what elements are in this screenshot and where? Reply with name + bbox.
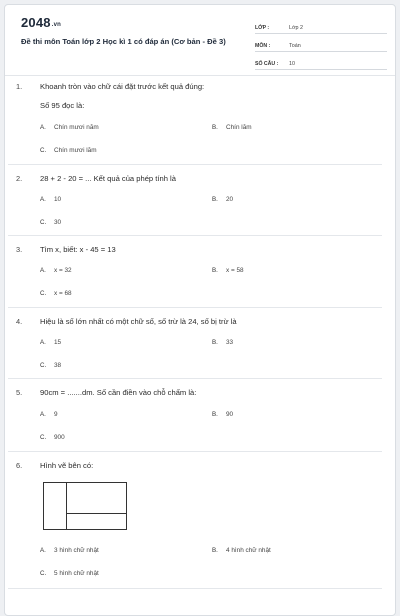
divider — [8, 235, 382, 236]
meta-subject — [255, 37, 387, 52]
option-a[interactable] — [40, 196, 61, 203]
option-letter: B. — [212, 124, 218, 131]
option-value: 900 — [54, 434, 65, 441]
option-c[interactable] — [40, 362, 61, 369]
question-subtext: Số 95 đọc là: — [40, 101, 85, 110]
meta-label: MÔN : — [255, 43, 271, 49]
exam-header — [5, 5, 395, 76]
option-value: x = 68 — [54, 290, 72, 297]
option-value: 15 — [54, 339, 62, 346]
option-letter: C. — [40, 219, 47, 226]
option-letter: C. — [40, 362, 47, 369]
logo-suffix: .vn — [51, 22, 62, 28]
option-c[interactable] — [40, 219, 61, 226]
meta-count — [255, 55, 387, 70]
option-letter: B. — [212, 411, 218, 418]
question-number: 5. — [16, 388, 23, 397]
option-value: 4 hình chữ nhật — [226, 547, 271, 554]
meta-value: 10 — [289, 61, 295, 67]
option-a[interactable] — [40, 267, 72, 274]
option-letter: A. — [40, 124, 46, 131]
option-a[interactable] — [40, 547, 99, 554]
option-value: Chín mươi lăm — [54, 147, 97, 154]
exam-meta — [255, 19, 387, 73]
meta-value: Toán — [289, 43, 301, 49]
option-value: 20 — [226, 196, 234, 203]
option-a[interactable] — [40, 124, 99, 131]
divider — [8, 378, 382, 379]
option-b[interactable] — [212, 547, 271, 554]
option-letter: C. — [40, 147, 47, 154]
option-value: 5 hình chữ nhật — [54, 570, 99, 577]
option-letter: C. — [40, 570, 47, 577]
option-value: 3 hình chữ nhật — [54, 547, 99, 554]
rectangle-figure — [43, 482, 127, 530]
option-letter: A. — [40, 196, 46, 203]
option-letter: B. — [212, 339, 218, 346]
option-letter: A. — [40, 267, 46, 274]
option-value: x = 58 — [226, 267, 244, 274]
option-value: 90 — [226, 411, 234, 418]
option-letter: B. — [212, 267, 218, 274]
option-c[interactable] — [40, 147, 97, 154]
question-number: 6. — [16, 461, 23, 470]
option-letter: A. — [40, 547, 46, 554]
option-value: 10 — [54, 196, 62, 203]
question-text: 90cm = .......dm. Số cần điền vào chỗ chấm là: — [40, 388, 197, 397]
option-a[interactable] — [40, 411, 58, 418]
question-number: 4. — [16, 317, 23, 326]
option-value: 38 — [54, 362, 62, 369]
option-value: x = 32 — [54, 267, 72, 274]
option-b[interactable] — [212, 339, 233, 346]
option-b[interactable] — [212, 267, 244, 274]
meta-value: Lớp 2 — [289, 25, 304, 31]
divider — [8, 588, 382, 589]
figure-horizontal-line — [66, 513, 126, 514]
meta-label: SỐ CÂU : — [255, 61, 279, 67]
option-letter: A. — [40, 411, 46, 418]
option-letter: B. — [212, 547, 218, 554]
option-b[interactable] — [212, 124, 252, 131]
figure-vertical-line — [66, 483, 67, 529]
page-title: Đề thi môn Toán lớp 2 Học kì 1 có đáp án (Cơ bản - Đề 3) — [21, 37, 226, 46]
question-text: Khoanh tròn vào chữ cái đặt trước kết quả đúng: — [40, 82, 205, 91]
option-c[interactable] — [40, 290, 72, 297]
option-value: Chín mươi năm — [54, 124, 99, 131]
meta-label: LỚP : — [255, 25, 270, 31]
option-letter: B. — [212, 196, 218, 203]
divider — [8, 307, 382, 308]
meta-class — [255, 19, 387, 34]
option-letter: A. — [40, 339, 46, 346]
question-number: 3. — [16, 245, 23, 254]
option-value: Chín lăm — [226, 124, 252, 131]
option-value: 9 — [54, 411, 58, 418]
question-text: Tìm x, biết: x - 45 = 13 — [40, 245, 116, 254]
logo-text: 2048 — [21, 15, 51, 30]
option-letter: C. — [40, 290, 47, 297]
option-a[interactable] — [40, 339, 61, 346]
divider — [8, 164, 382, 165]
option-b[interactable] — [212, 411, 233, 418]
option-value: 33 — [226, 339, 234, 346]
option-c[interactable] — [40, 434, 65, 441]
divider — [8, 451, 382, 452]
question-number: 1. — [16, 82, 23, 91]
question-text: Hình vẽ bên có: — [40, 461, 94, 470]
option-letter: C. — [40, 434, 47, 441]
option-value: 30 — [54, 219, 62, 226]
site-logo[interactable] — [21, 15, 61, 30]
option-b[interactable] — [212, 196, 233, 203]
option-c[interactable] — [40, 570, 99, 577]
question-text: 28 + 2 - 20 = ... Kết quả của phép tính là — [40, 174, 176, 183]
question-text: Hiệu là số lớn nhất có một chữ số, số trừ là 24, số bị trừ là — [40, 317, 237, 326]
question-number: 2. — [16, 174, 23, 183]
